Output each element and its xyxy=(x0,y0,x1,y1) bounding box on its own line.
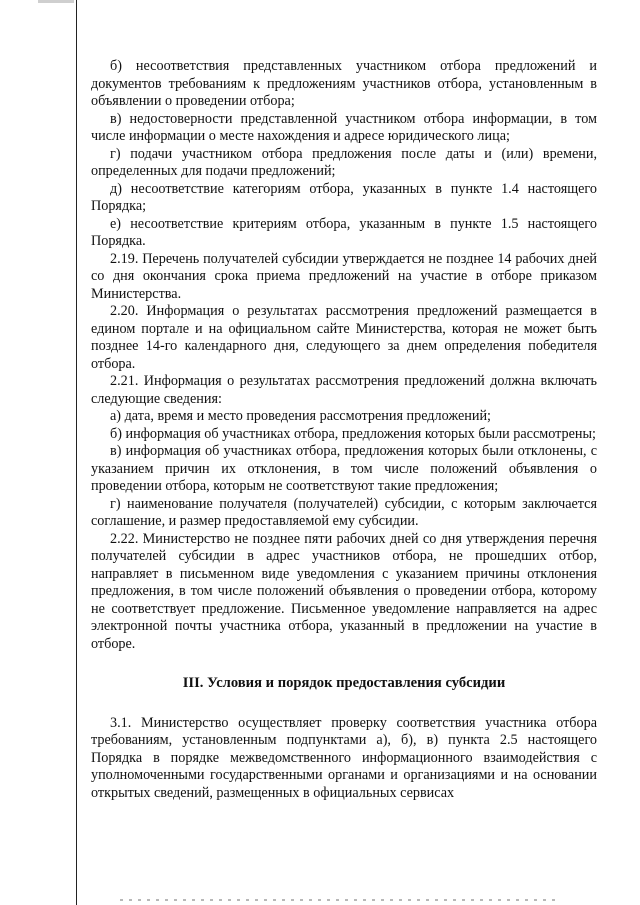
paragraph-item-b: б) несоответствия представленных участником отбора предложений и документов требованиям к предложениям участников отбора, установленным в объявлении о проведении отбора; xyxy=(91,58,597,109)
paragraph-2-21-g: г) наименование получателя (получателей) субсидии, с которым заключается соглашение, и размер предоставляемой ему субсидии. xyxy=(91,495,597,529)
paragraph-item-v: в) недостоверности представленной участником отбора информации, в том числе информации о месте нахождения и адресе юридического лица; xyxy=(91,110,597,144)
scan-artifact-top xyxy=(38,0,74,3)
section-heading: III. Условия и порядок предоставления субсидии xyxy=(182,675,506,691)
scan-binding-edge xyxy=(76,0,77,905)
paragraph-item-g: г) подачи участником отбора предложения после даты и (или) времени, определенных для подачи предложений; xyxy=(91,145,597,179)
paragraph-2-21: 2.21. Информация о результатах рассмотрения предложений должна включать следующие сведения: xyxy=(91,373,597,407)
document-body xyxy=(91,58,597,802)
paragraph-2-21-a: а) дата, время и место проведения рассмотрения предложений; xyxy=(110,408,491,424)
paragraph-2-21-b: б) информация об участниках отбора, предложения которых были рассмотрены; xyxy=(110,425,596,442)
paragraph-2-22: 2.22. Министерство не позднее пяти рабочих дней со дня утверждения перечня получателей субсидии в адрес участников отбора, не прошедших отбор, направляет в письменном виде уведомления с указанием причины отклонения предложения, в том числе положений объявления о проведении отбора, которому не соответствует предложение. Письменное уведомление направляется на адрес электронной почты участника отбора, указанный в предложении на участие в отборе. xyxy=(91,530,597,652)
paragraph-2-20: 2.20. Информация о результатах рассмотрения предложений размещается в едином портале и на официальном сайте Министерства, которая не может быть позднее 14-го календарного дня, следующего за днем определения победителя отбора. xyxy=(91,303,597,372)
paragraph-2-21-v: в) информация об участниках отбора, предложения которых были отклонены, с указанием причин их отклонения, в том числе положений объявления о проведении отбора, которым не соответствуют такие предложения; xyxy=(91,443,597,494)
paragraph-2-19: 2.19. Перечень получателей субсидии утверждается не позднее 14 рабочих дней со дня окончания срока приема предложений на участие в отборе приказом Министерства. xyxy=(91,250,597,302)
scan-artifact-bottom xyxy=(120,899,560,901)
paragraph-3-1: 3.1. Министерство осуществляет проверку соответствия участника отбора требованиям, установленным подпунктами а), б), в) пункта 2.5 настоящего Порядка в порядке межведомственного информационного взаимодействия с уполномоченными государственными органами и организациями и на основании открытых сведений, размещенных в официальных сервисах xyxy=(91,714,597,801)
paragraph-item-e: е) несоответствие критериям отбора, указанным в пункте 1.5 настоящего Порядка. xyxy=(91,215,597,249)
paragraph-item-d: д) несоответствие категориям отбора, указанных в пункте 1.4 настоящего Порядка; xyxy=(91,180,597,214)
